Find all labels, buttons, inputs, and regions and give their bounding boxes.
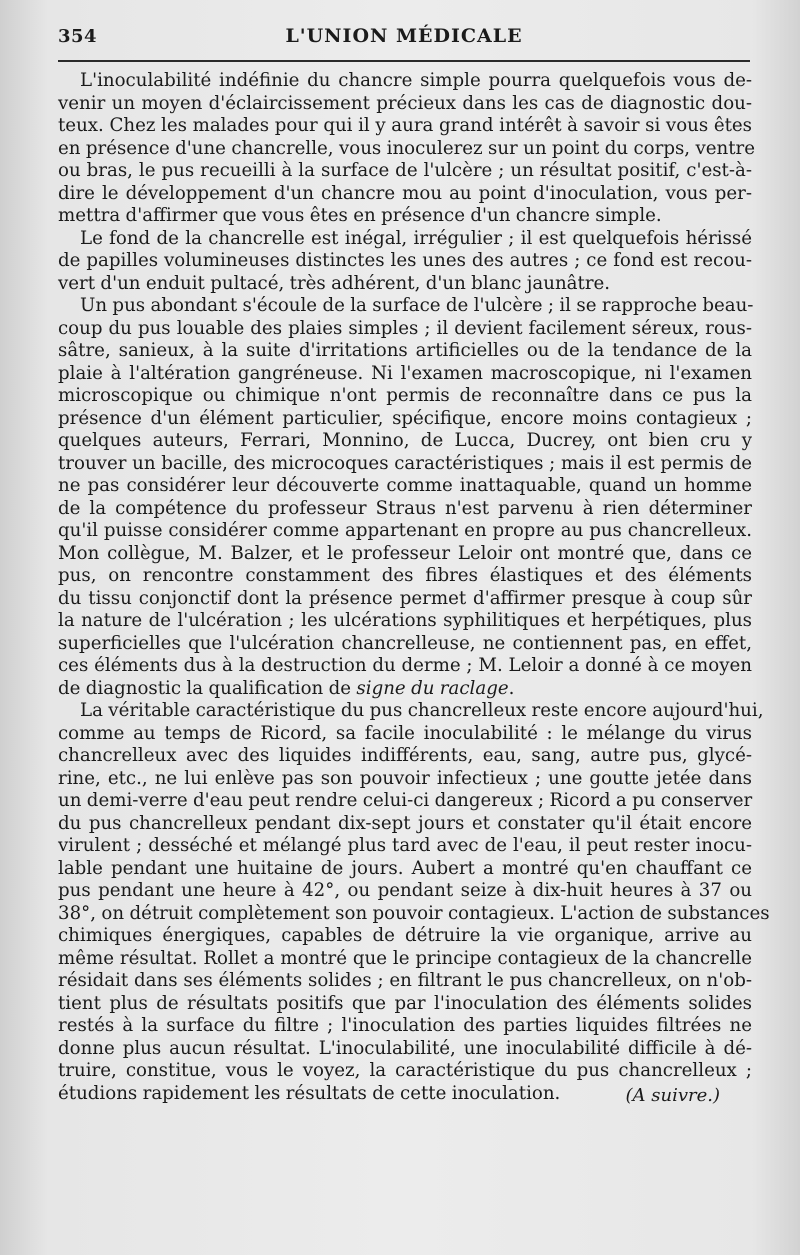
text-line: en présence d'une chancrelle, vous inoculerez sur un point du corps, ventre [58,137,755,159]
text-line: L'inoculabilité indéfinie du chancre simple pourra quelquefois vous de- [80,70,752,91]
paragraph-2 [58,228,752,296]
text-line: teux. Chez les malades pour qui il y aura grand intérêt à savoir si vous êtes [58,115,752,136]
text-line: venir un moyen d'éclaircissement précieux dans les cas de diagnostic dou- [58,92,752,114]
text-line: coup du pus louable des plaies simples ; il devient facilement séreux, rous- [58,317,752,339]
text-line: chimiques énergiques, capables de détruire la vie organique, arrive au [58,925,752,946]
text-line: truire, constitue, vous le voyez, la caractéristique du pus chancrelleux ; [58,1060,752,1081]
text-line: résidait dans ses éléments solides ; en filtrant le pus chancrelleux, on n'ob- [58,970,752,991]
text-line: lable pendant une huitaine de jours. Aubert a montré qu'en chauffant ce [58,857,752,879]
text-line: étudions rapidement les résultats de cette inoculation. [58,1082,561,1104]
text-line: plaie à l'altération gangréneuse. Ni l'examen macroscopique, ni l'examen [58,362,752,384]
text-line: ou bras, le pus recueilli à la surface de l'ulcère ; un résultat positif, c'est-à- [58,160,752,181]
header-rule [58,60,750,62]
text-line: qu'il puisse considérer comme appartenant en propre au pus chancrelleux. [58,520,752,541]
text-line: Mon collègue, M. Balzer, et le professeur Leloir ont montré que, dans ce [58,542,752,564]
text-line: même résultat. Rollet a montré que le principe contagieux de la chancrelle [58,947,752,969]
text-line: 38°, on détruit complètement son pouvoir contagieux. L'action de substances [58,902,770,924]
text-line: trouver un bacille, des microcoques caractéristiques ; mais il est permis de [58,452,752,474]
text-fragment: . [508,677,515,699]
text-line: du pus chancrelleux pendant dix-sept jours et constater qu'il était encore [58,812,752,834]
text-line: sâtre, sanieux, à la suite d'irritations artificielles ou de la tendance de la [58,340,752,361]
text-line: quelques auteurs, Ferrari, Monnino, de Lucca, Ducrey, ont bien cru y [58,430,752,451]
text-line: Le fond de la chancrelle est inégal, irrégulier ; il est quelquefois hérissé [80,227,752,249]
to-be-continued: (A suivre.) [625,1085,720,1106]
running-title: L'UNION MÉDICALE [285,25,523,47]
text-line [58,678,752,701]
text-line: superficielles que l'ulcération chancrelleuse, ne contiennent pas, en effet, [58,632,752,654]
page-header [58,22,750,52]
italic-term: signe du raclage [356,677,509,699]
text-line: comme au temps de Ricord, sa facile inoculabilité : le mélange du virus [58,722,752,744]
text-line: vert d'un enduit pultacé, très adhérent, d'un blanc jaunâtre. [58,272,611,294]
text-line: donne plus aucun résultat. L'inoculabilité, une inoculabilité difficile à dé- [58,1037,752,1059]
text-line: chancrelleux avec des liquides indifférents, eau, sang, autre pus, glycé- [58,745,752,766]
text-line: pus pendant une heure à 42°, ou pendant seize à dix-huit heures à 37 ou [58,880,752,901]
text-line: tient plus de résultats positifs que par l'inoculation des éléments solides [58,992,752,1014]
paragraph-1 [58,70,755,228]
paragraph-4 [58,700,770,1105]
paragraph-3 [58,295,752,700]
text-line: La véritable caractéristique du pus chancrelleux reste encore aujourd'hui, [80,700,764,721]
text-line: Un pus abondant s'écoule de la surface de l'ulcère ; il se rapproche beau- [80,295,754,316]
text-fragment: de diagnostic la qualification de [58,677,357,699]
text-line: pus, on rencontre constamment des fibres élastiques et des éléments [58,565,752,586]
text-line: de la compétence du professeur Straus n'est parvenu à rien déterminer [58,497,752,519]
text-line: virulent ; desséché et mélangé plus tard avec de l'eau, il peut rester inocu- [58,835,752,856]
article-body [58,70,770,1105]
text-line: de papilles volumineuses distinctes les unes des autres ; ce fond est recou- [58,250,752,271]
text-line: ces éléments dus à la destruction du derme ; M. Leloir a donné à ce moyen [58,655,752,676]
text-line: un demi-verre d'eau peut rendre celui-ci dangereux ; Ricord a pu conserver [58,790,753,811]
text-line: ne pas considérer leur découverte comme inattaquable, quand un homme [58,475,752,496]
text-line: la nature de l'ulcération ; les ulcérations syphilitiques et herpétiques, plus [58,610,752,631]
text-line: dire le développement d'un chancre mou au point d'inoculation, vous per- [58,182,752,204]
page-number: 354 [58,26,98,47]
text-line: restés à la surface du filtre ; l'inoculation des parties liquides filtrées ne [58,1015,752,1036]
text-line: présence d'un élément particulier, spécifique, encore moins contagieux ; [58,407,752,429]
text-line: microscopique ou chimique n'ont permis de reconnaître dans ce pus la [58,385,752,406]
text-line: rine, etc., ne lui enlève pas son pouvoir infectieux ; une goutte jetée dans [58,767,752,789]
text-line: du tissu conjonctif dont la présence permet d'affirmer presque à coup sûr [58,587,752,609]
text-line: mettra d'affirmer que vous êtes en présence d'un chancre simple. [58,205,662,226]
